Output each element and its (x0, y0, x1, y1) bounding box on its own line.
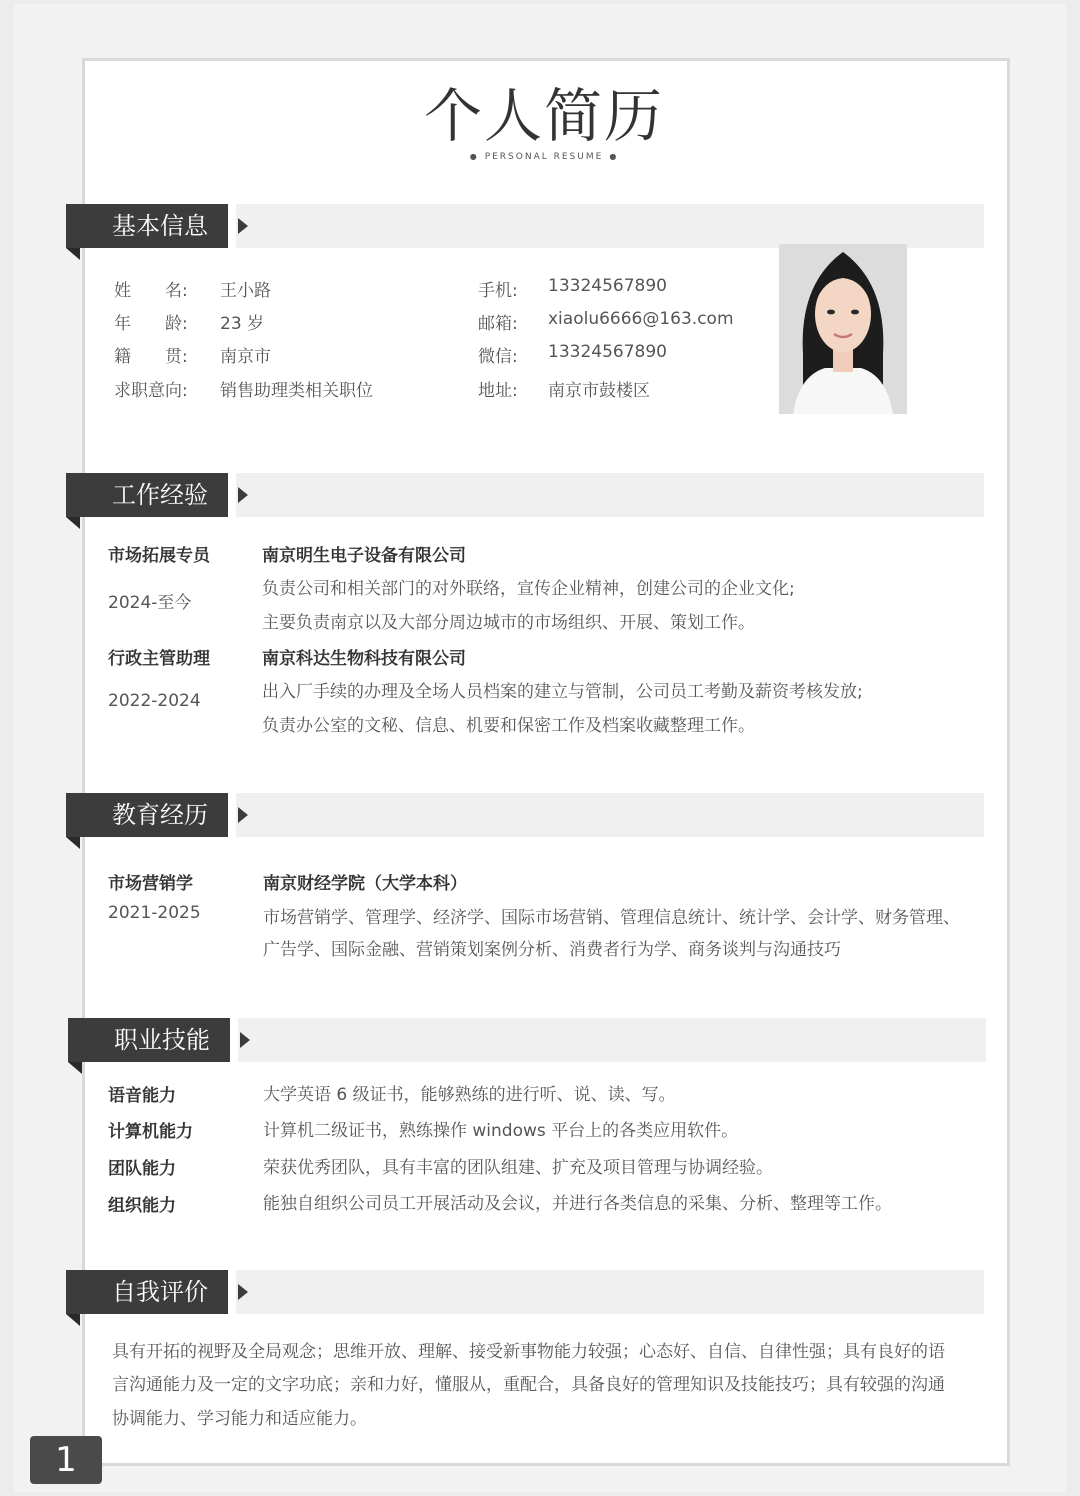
skill-desc-4: 能独自组织公司员工开展活动及会议，并进行各类信息的采集、分析、整理等工作。 (263, 1194, 892, 1214)
work-line-2-2: 负责办公室的文秘、信息、机要和保密工作及档案收藏整理工作。 (262, 716, 755, 736)
section-title-work: 工作经验 (66, 473, 228, 517)
self-eval-line-2: 言沟通能力及一定的文字功底；亲和力好，懂服从，重配合，具备良好的管理知识及技能技巧；具有较强的沟通 (112, 1375, 945, 1395)
age-label: 年 龄: (114, 314, 188, 334)
section-header-basic (66, 204, 984, 248)
name-label: 姓 名: (114, 281, 188, 301)
self-eval-line-3: 协调能力、学习能力和适应能力。 (112, 1409, 367, 1429)
arrow-right-icon (238, 487, 248, 503)
resume-title (424, 84, 664, 168)
section-title-skills: 职业技能 (68, 1018, 230, 1062)
work-position-1: 市场拓展专员 (108, 546, 210, 566)
origin-value: 南京市 (220, 347, 271, 367)
address-value: 南京市鼓楼区 (548, 381, 650, 401)
origin-label: 籍 贯: (114, 347, 188, 367)
wechat-label: 微信: (478, 347, 518, 367)
phone-value: 13324567890 (548, 276, 667, 296)
arrow-right-icon (240, 1032, 250, 1048)
phone-label: 手机: (478, 281, 518, 301)
intent-label: 求职意向: (114, 381, 188, 401)
arrow-right-icon (238, 807, 248, 823)
work-period-1: 2024-至今 (108, 593, 192, 613)
skill-desc-1: 大学英语 6 级证书，能够熟练的进行听、说、读、写。 (263, 1085, 676, 1105)
skill-name-4: 组织能力 (108, 1196, 176, 1216)
section-header-education (66, 793, 984, 837)
section-title-self-eval: 自我评价 (66, 1270, 228, 1314)
email-value: xiaolu6666@163.com (548, 309, 734, 329)
edu-period: 2021-2025 (108, 903, 201, 923)
skill-name-1: 语音能力 (108, 1086, 176, 1106)
self-eval-line-1: 具有开拓的视野及全局观念；思维开放、理解、接受新事物能力较强；心态好、自信、自律性强；具有良好的语 (112, 1342, 945, 1362)
wechat-value: 13324567890 (548, 342, 667, 362)
address-label: 地址: (478, 381, 518, 401)
skill-desc-3: 荣获优秀团队，具有丰富的团队组建、扩充及项目管理与协调经验。 (263, 1158, 773, 1178)
skill-name-3: 团队能力 (108, 1159, 176, 1179)
name-value: 王小路 (220, 281, 271, 301)
section-title-basic: 基本信息 (66, 204, 228, 248)
edu-school: 南京财经学院（大学本科） (263, 874, 467, 894)
section-header-work (66, 473, 984, 517)
profile-photo (779, 244, 907, 414)
skill-name-2: 计算机能力 (108, 1122, 193, 1142)
work-company-1: 南京明生电子设备有限公司 (262, 546, 466, 566)
arrow-right-icon (238, 218, 248, 234)
skill-desc-2: 计算机二级证书，熟练操作 windows 平台上的各类应用软件。 (263, 1121, 739, 1141)
intent-value: 销售助理类相关职位 (220, 381, 373, 401)
work-line-1-2: 主要负责南京以及大部分周边城市的市场组织、开展、策划工作。 (262, 613, 755, 633)
work-line-1-1: 负责公司和相关部门的对外联络，宣传企业精神，创建公司的企业文化; (262, 579, 795, 599)
edu-major: 市场营销学 (108, 874, 193, 894)
work-company-2: 南京科达生物科技有限公司 (262, 649, 466, 669)
email-label: 邮箱: (478, 314, 518, 334)
section-header-skills (68, 1018, 986, 1062)
page-number-badge[interactable]: 1 (30, 1436, 102, 1484)
edu-course-line-1: 市场营销学、管理学、经济学、国际市场营销、管理信息统计、统计学、会计学、财务管理、 (263, 908, 960, 928)
edu-course-line-2: 广告学、国际金融、营销策划案例分析、消费者行为学、商务谈判与沟通技巧 (263, 940, 841, 960)
subtitle-text: PERSONAL RESUME (484, 152, 604, 162)
age-value: 23 岁 (220, 314, 265, 334)
work-period-2: 2022-2024 (108, 691, 201, 711)
title-main: 个人简历 (424, 82, 665, 150)
section-header-self-eval (66, 1270, 984, 1314)
section-title-education: 教育经历 (66, 793, 228, 837)
arrow-right-icon (238, 1284, 248, 1300)
work-position-2: 行政主管助理 (108, 649, 210, 669)
work-line-2-1: 出入厂手续的办理及全场人员档案的建立与管制，公司员工考勤及薪资考核发放; (262, 682, 863, 702)
title-subtitle: ● PERSONAL RESUME ● (469, 152, 619, 162)
